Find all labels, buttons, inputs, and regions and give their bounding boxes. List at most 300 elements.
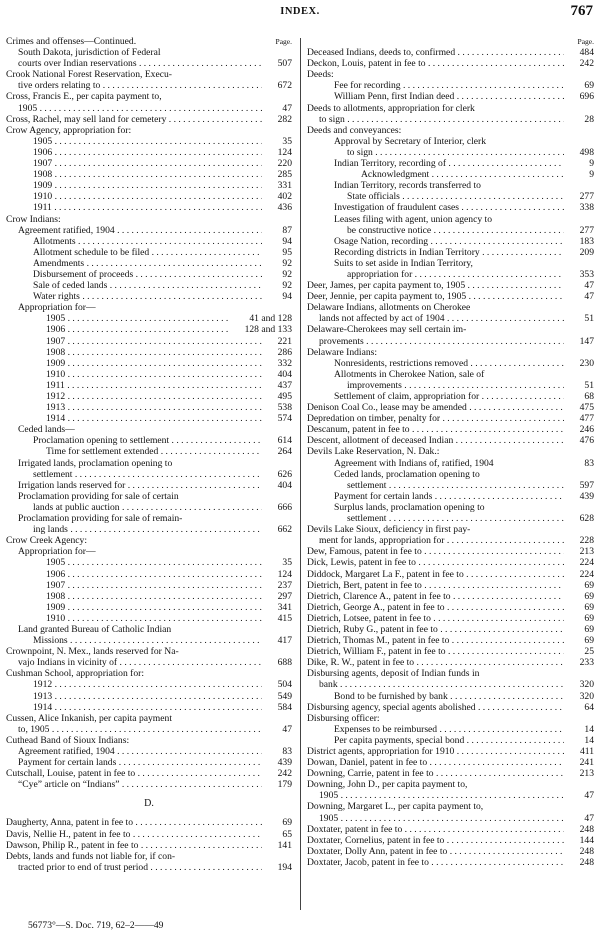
page-ref: 221 <box>277 335 292 347</box>
index-entry <box>6 746 292 757</box>
page-column-heading: Page. <box>275 37 292 46</box>
index-entry <box>307 214 594 225</box>
index-entry <box>6 591 292 602</box>
page-ref: 28 <box>584 113 594 125</box>
entry-text: Proclamation opening to settlement . . . <box>33 435 262 446</box>
page-ref: 498 <box>579 146 594 158</box>
page-ref: 666 <box>277 501 292 513</box>
entry-text: Leases filing with agent, union agency to <box>334 213 492 225</box>
index-entry <box>6 302 292 313</box>
index-entry <box>307 569 594 580</box>
entry-text: Indian Territory, recording of . . . <box>334 158 564 169</box>
entry-text: Allotments . . . <box>33 236 262 247</box>
entry-text: 1913 . . . <box>33 691 262 702</box>
index-entry <box>307 225 594 236</box>
index-entry <box>6 391 292 402</box>
page-ref: 277 <box>579 191 594 203</box>
page-ref: 417 <box>277 635 292 647</box>
entry-text: vajo Indians in vicinity of . . . <box>18 657 262 668</box>
entry-text: William Penn, first Indian deed . . . <box>334 91 564 102</box>
entry-text: 1905 . . . <box>46 557 262 568</box>
index-entry <box>6 480 292 491</box>
entry-text: 1909 . . . <box>46 602 262 613</box>
page-ref: 277 <box>579 224 594 236</box>
index-entry <box>307 369 594 380</box>
page-ref: 64 <box>584 701 594 713</box>
index-entry <box>307 125 594 136</box>
entry-text: be constructive notice . . . <box>347 225 564 236</box>
index-entry <box>6 580 292 591</box>
page-ref: 213 <box>579 768 594 780</box>
index-entry <box>307 524 594 535</box>
index-entry <box>6 513 292 524</box>
index-entry <box>307 91 594 102</box>
entry-text: Irrigated lands, proclamation opening to <box>18 457 173 469</box>
entry-text: Delaware Indians, allotments on Cherokee <box>307 302 471 314</box>
page-ref: 332 <box>277 357 292 369</box>
page-ref: 628 <box>579 513 594 525</box>
entry-text: Amendments . . . <box>33 258 262 269</box>
index-entry <box>6 225 292 236</box>
entry-text: 1914 . . . <box>33 702 262 713</box>
entry-text: Dietrich, George A., patent in fee to . . . <box>307 602 564 613</box>
page-ref: 439 <box>579 490 594 502</box>
page-ref: 92 <box>282 257 292 269</box>
index-entry <box>6 358 292 369</box>
entry-text: to sign . . . <box>319 114 564 125</box>
page-ref: 147 <box>579 335 594 347</box>
index-entry <box>307 801 594 812</box>
entry-text: 1909 . . . <box>46 358 262 369</box>
entry-text: 1908 . . . <box>46 347 262 358</box>
page-ref: 124 <box>277 568 292 580</box>
page-ref: 14 <box>584 723 594 735</box>
section-letter <box>6 798 292 809</box>
entry-text: Missions . . . <box>33 635 262 646</box>
entry-text: 1911 . . . <box>46 380 262 391</box>
page-ref: 248 <box>579 845 594 857</box>
index-entry <box>307 635 594 646</box>
index-entry <box>307 347 594 358</box>
page-column-heading: Page. <box>577 37 594 46</box>
entry-text: Dietrich, Bert, patent in fee to . . . <box>307 580 564 591</box>
entry-text: Payment for certain lands . . . <box>334 491 564 502</box>
page-ref: 87 <box>282 224 292 236</box>
entry-text: Dowan, Daniel, patent in fee to . . . <box>307 757 564 768</box>
index-entry <box>307 646 594 657</box>
index-entry <box>307 280 594 291</box>
entry-text: 1911 . . . <box>33 202 262 213</box>
index-entry <box>307 435 594 446</box>
entry-text: 1905 . . . <box>18 103 262 114</box>
entry-text: Crow Creek Agency: <box>6 535 87 547</box>
entry-text: Deer, James, per capita payment to, 1905 . . . <box>307 280 564 291</box>
entry-text: 1908 . . . <box>33 169 262 180</box>
index-entry <box>6 369 292 380</box>
entry-text: settlement . . . <box>347 513 564 524</box>
index-entry <box>6 69 292 80</box>
page-ref: 47 <box>584 812 594 824</box>
entry-text: Cutschall, Louise, patent in fee to . . . <box>6 768 262 779</box>
index-entry <box>6 236 292 247</box>
index-entry <box>6 491 292 502</box>
index-entry <box>307 557 594 568</box>
index-entry <box>307 657 594 668</box>
entry-text: tracted prior to end of trust period . . . <box>18 862 262 873</box>
index-entry <box>307 324 594 335</box>
page-ref: 69 <box>282 817 292 829</box>
page-ref: 672 <box>277 80 292 92</box>
entry-text: Crimes and offenses—Continued. <box>6 36 137 47</box>
entry-text: Downing, John D., per capita payment to, <box>307 779 468 791</box>
entry-text: Suits to set aside in Indian Territory, <box>334 257 473 269</box>
index-entry <box>307 147 594 158</box>
index-entry <box>307 668 594 679</box>
entry-text: Dew, Famous, patent in fee to . . . <box>307 546 564 557</box>
index-entry <box>6 158 292 169</box>
entry-text: improvements . . . <box>347 380 564 391</box>
page-ref: 25 <box>584 646 594 658</box>
entry-text: Deckon, Louis, patent in fee to . . . <box>307 58 564 69</box>
entry-text: Doxtater, Dolly Ann, patent in fee to . . . <box>307 846 564 857</box>
index-entry <box>307 857 594 868</box>
entry-text: Bond to be furnished by bank . . . <box>334 691 564 702</box>
entry-text: Delaware Indians: <box>307 346 378 358</box>
page-ref: 224 <box>579 557 594 569</box>
page-ref: 83 <box>584 457 594 469</box>
index-entry <box>6 47 292 58</box>
page-ref: 35 <box>282 135 292 147</box>
index-entry <box>307 491 594 502</box>
page-ref: 549 <box>277 690 292 702</box>
index-entry <box>307 735 594 746</box>
page-ref: 94 <box>282 291 292 303</box>
entry-text: Descent, allotment of deceased Indian . . . <box>307 435 564 446</box>
page-ref: 614 <box>277 435 292 447</box>
page-ref: 183 <box>579 235 594 247</box>
index-entry <box>6 258 292 269</box>
entry-text: Davis, Nellie H., patent in fee to . . . <box>6 829 262 840</box>
entry-text: Dietrich, William F., patent in fee to . . . <box>307 646 564 657</box>
index-entry <box>6 713 292 724</box>
entry-text: Appropriation for— <box>18 546 96 558</box>
page-ref: 437 <box>277 379 292 391</box>
index-entry <box>307 702 594 713</box>
page-ref: 353 <box>579 268 594 280</box>
entry-text: Payment for certain lands . . . <box>18 757 262 768</box>
entry-text: Agreement with Indians of, ratified, 1904 <box>334 457 494 469</box>
entry-text: 1906 . . . <box>33 147 262 158</box>
index-entry <box>6 569 292 580</box>
spacer <box>6 790 292 798</box>
index-entry <box>307 691 594 702</box>
index-entry <box>307 36 594 47</box>
entry-text: settlement . . . <box>347 480 564 491</box>
entry-text: Cussen, Alice Inkanish, per capita payment <box>6 712 172 724</box>
index-entry <box>6 862 292 873</box>
page-ref: 47 <box>282 102 292 114</box>
index-entry <box>6 469 292 480</box>
index-entry <box>307 180 594 191</box>
page-ref: 65 <box>282 828 292 840</box>
page-ref: 179 <box>277 779 292 791</box>
index-entry <box>307 768 594 779</box>
index-entry <box>6 136 292 147</box>
page-ref: 141 <box>277 839 292 851</box>
entry-text: 1905 . . . <box>46 313 230 324</box>
page-ref: 662 <box>277 524 292 536</box>
page-header <box>0 3 600 26</box>
index-entry <box>6 691 292 702</box>
page-ref: 242 <box>579 58 594 70</box>
entry-text: Agreement ratified, 1904 . . . <box>18 746 262 757</box>
index-entry <box>307 546 594 557</box>
entry-text: Devils Lake Sioux, deficiency in first pay- <box>307 524 471 536</box>
page-ref: 574 <box>277 413 292 425</box>
index-entry <box>6 269 292 280</box>
page-ref: 507 <box>277 58 292 70</box>
index-entry <box>307 824 594 835</box>
index-entry <box>307 591 594 602</box>
entry-text: Depredation on timber, penalty for . . . <box>307 413 564 424</box>
page-ref: 128 and 133 <box>244 324 292 336</box>
entry-text: 1908 . . . <box>46 591 262 602</box>
entry-text: Water rights . . . <box>33 291 262 302</box>
page-ref: 286 <box>277 346 292 358</box>
page-ref: 47 <box>584 291 594 303</box>
index-entry <box>6 169 292 180</box>
index-entry <box>6 757 292 768</box>
entry-text: 1909 . . . <box>33 180 262 191</box>
index-entry <box>6 829 292 840</box>
entry-text: 1905 . . . <box>33 136 262 147</box>
index-entry <box>6 613 292 624</box>
index-entry <box>6 147 292 158</box>
page-ref: 495 <box>277 391 292 402</box>
entry-text: 1913 . . . <box>46 402 262 413</box>
page-ref: 69 <box>584 612 594 624</box>
section-letter-text: D. <box>144 798 154 810</box>
entry-text: Fee for recording . . . <box>334 80 564 91</box>
entry-text: Crownpoint, N. Mex., lands reserved for Na- <box>6 646 179 658</box>
index-entry <box>6 380 292 391</box>
index-entry <box>307 624 594 635</box>
page-ref: 439 <box>277 757 292 769</box>
entry-text: Cross, Rachel, may sell land for cemetery . . . <box>6 114 262 125</box>
page-ref: 92 <box>282 268 292 280</box>
entry-text: Irrigation lands reserved for . . . <box>18 480 262 491</box>
index-entry <box>6 91 292 102</box>
page-ref: 477 <box>579 413 594 425</box>
index-column-right <box>307 36 594 868</box>
page-ref: 504 <box>277 679 292 691</box>
spacer <box>6 809 292 817</box>
index-entry <box>307 80 594 91</box>
index-entry <box>307 47 594 58</box>
entry-text: Ceded lands— <box>18 424 75 436</box>
entry-text: Cross, Francis E., per capita payment to, <box>6 91 162 103</box>
page-ref: 83 <box>282 746 292 757</box>
entry-text: Diddock, Margaret La F., patent in fee to . . . <box>307 569 564 580</box>
entry-text: Agreement ratified, 1904 . . . <box>18 225 262 236</box>
index-entry <box>6 779 292 790</box>
index-entry <box>307 502 594 513</box>
index-entry <box>6 402 292 413</box>
entry-text: Deeds to allotments, appropriation for clerk <box>307 102 475 114</box>
index-entry <box>307 424 594 435</box>
index-entry <box>307 69 594 80</box>
entry-text: Cushman School, appropriation for: <box>6 668 145 680</box>
index-entry <box>6 313 292 324</box>
entry-text: Per capita payments, special bond . . . <box>334 735 564 746</box>
page-ref: 92 <box>282 280 292 292</box>
page-ref: 69 <box>584 601 594 613</box>
index-entry <box>307 679 594 690</box>
index-entry <box>307 236 594 247</box>
entry-text: Proclamation providing for sale of remain- <box>18 513 183 525</box>
entry-text: State officials . . . <box>347 191 564 202</box>
page-ref: 436 <box>277 202 292 214</box>
entry-text: 1905 . . . <box>319 790 564 801</box>
entry-text: Approval by Secretary of Interior, clerk <box>334 135 486 147</box>
page-ref: 14 <box>584 734 594 746</box>
page-ref: 282 <box>277 113 292 125</box>
page-ref: 404 <box>277 479 292 491</box>
entry-text: 1912 . . . <box>46 391 262 402</box>
entry-text: Expenses to be reimbursed . . . <box>334 724 564 735</box>
entry-text: lands not affected by act of 1904 . . . <box>319 313 564 324</box>
entry-text: 1907 . . . <box>33 158 262 169</box>
index-entry <box>307 269 594 280</box>
entry-text: Dietrich, Ruby G., patent in fee to . . . <box>307 624 564 635</box>
index-entry <box>6 851 292 862</box>
index-entry <box>6 817 292 828</box>
entry-text: Surplus lands, proclamation opening to <box>334 501 485 513</box>
index-entry <box>6 347 292 358</box>
entry-text: Downing, Carrie, patent in fee to . . . <box>307 768 564 779</box>
entry-text: Sale of ceded lands . . . <box>33 280 262 291</box>
index-entry <box>6 735 292 746</box>
entry-text: Ceded lands, proclamation opening to <box>334 468 480 480</box>
index-entry <box>6 103 292 114</box>
page-ref: 476 <box>579 435 594 447</box>
entry-text: Dietrich, Clarence A., patent in fee to . . . <box>307 591 564 602</box>
index-entry <box>6 524 292 535</box>
index-entry <box>6 535 292 546</box>
index-entry <box>6 80 292 91</box>
entry-text: 1907 . . . <box>46 580 262 591</box>
index-entry <box>307 446 594 457</box>
page-ref: 415 <box>277 612 292 624</box>
index-entry <box>307 813 594 824</box>
index-entry <box>307 746 594 757</box>
entry-text: South Dakota, jurisdiction of Federal <box>18 47 161 59</box>
entry-text: 1905 . . . <box>319 813 564 824</box>
page-ref: 248 <box>579 823 594 835</box>
index-entry <box>6 214 292 225</box>
index-column-left <box>6 36 292 873</box>
page-ref: 69 <box>584 623 594 635</box>
page-ref: 9 <box>589 169 594 181</box>
index-entry <box>307 247 594 258</box>
entry-text: Doxtater, patent in fee to . . . <box>307 824 564 835</box>
page-ref: 194 <box>277 861 292 873</box>
page-ref: 246 <box>579 424 594 436</box>
entry-text: Delaware-Cherokees may sell certain im- <box>307 324 467 336</box>
entry-text: Daugherty, Anna, patent in fee to . . . <box>6 817 262 828</box>
page-ref: 237 <box>277 579 292 591</box>
entry-text: Deceased Indians, deeds to, confirmed . . . <box>307 47 564 58</box>
index-entry <box>6 424 292 435</box>
entry-text: Settlement of claim, appropriation for . . . <box>334 391 564 402</box>
entry-text: 1910 . . . <box>33 191 262 202</box>
page-ref: 264 <box>277 446 292 458</box>
index-entry <box>307 358 594 369</box>
page-ref: 144 <box>579 834 594 846</box>
index-entry <box>6 679 292 690</box>
index-entry <box>6 724 292 735</box>
page-ref: 320 <box>579 679 594 691</box>
page-ref: 51 <box>584 313 594 325</box>
index-entry <box>6 202 292 213</box>
entry-text: Disbursing agency, special agents abolished . . . <box>307 702 564 713</box>
entry-text: Descanum, patent in fee to . . . <box>307 424 564 435</box>
page-ref: 475 <box>579 402 594 414</box>
index-entry <box>307 580 594 591</box>
index-entry <box>307 191 594 202</box>
index-entry <box>307 513 594 524</box>
index-entry <box>307 202 594 213</box>
entry-text: Allotment schedule to be filed . . . <box>33 247 262 258</box>
entry-text: Deeds: <box>307 69 334 81</box>
entry-text: 1914 . . . <box>46 413 262 424</box>
page-ref: 331 <box>277 180 292 192</box>
page-ref: 688 <box>277 657 292 669</box>
index-entry <box>307 302 594 313</box>
entry-text: 1907 . . . <box>46 336 262 347</box>
page-ref: 404 <box>277 368 292 380</box>
entry-text: Cuthead Band of Sioux Indians: <box>6 734 130 746</box>
index-entry <box>307 103 594 114</box>
entry-text: to sign . . . <box>347 147 564 158</box>
entry-text: ment for lands, appropriation for . . . <box>319 535 564 546</box>
entry-text: District agents, appropriation for 1910 . . . <box>307 746 564 757</box>
index-entry <box>6 291 292 302</box>
entry-text: 1906 . . . <box>46 569 262 580</box>
page-ref: 220 <box>277 158 292 170</box>
entry-text: Land granted Bureau of Catholic Indian <box>18 623 172 635</box>
entry-text: Disbursing agents, deposit of Indian funds in <box>307 668 480 680</box>
entry-text: Dietrich, Thomas M., patent in fee to . . . <box>307 635 564 646</box>
page-ref: 9 <box>589 158 594 170</box>
entry-text: provements . . . <box>319 336 564 347</box>
page-ref: 68 <box>584 391 594 402</box>
page-ref: 402 <box>277 191 292 203</box>
index-entry <box>6 458 292 469</box>
index-entry <box>6 324 292 335</box>
page-ref: 41 and 128 <box>249 313 292 325</box>
index-entry <box>307 613 594 624</box>
page-ref: 597 <box>579 479 594 491</box>
index-entry <box>6 180 292 191</box>
index-entry <box>6 602 292 613</box>
page-ref: 584 <box>277 701 292 713</box>
entry-text: Nonresidents, restrictions removed . . . <box>334 358 564 369</box>
running-head: INDEX. <box>280 6 320 17</box>
index-entry <box>307 136 594 147</box>
entry-text: appropriation for . . . <box>347 269 564 280</box>
page-ref: 69 <box>584 80 594 92</box>
